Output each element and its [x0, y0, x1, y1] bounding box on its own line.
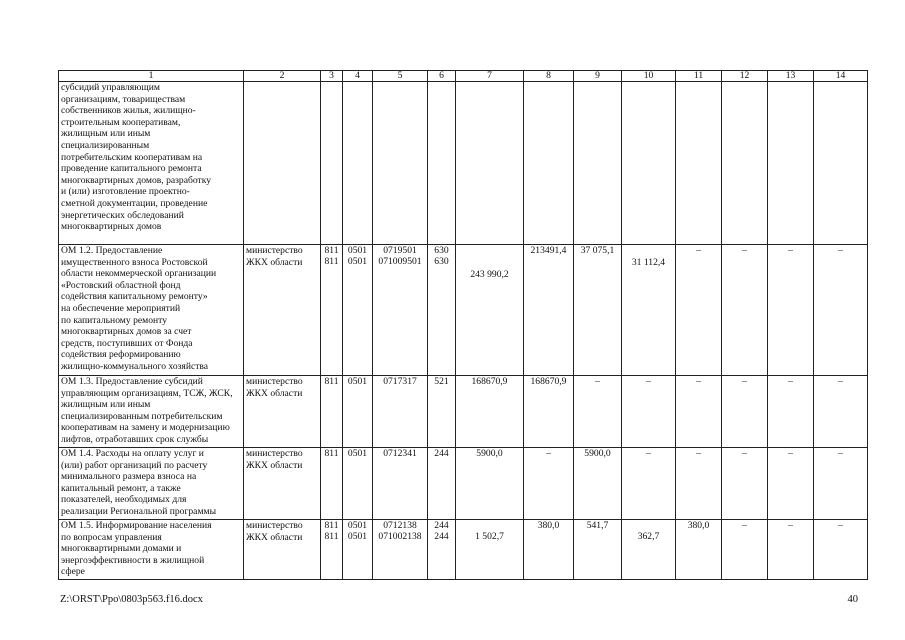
code-vr: 630 630 [428, 245, 456, 376]
code-grbs: 811 [321, 376, 343, 448]
measure-name: ОМ 1.5. Информирование населения по вопросам управления многоквартирными домами и энергоэффективности в жилищной сфере [59, 520, 244, 580]
code-csr: 0719501 071009501 [373, 245, 428, 376]
header-cell: 8 [524, 71, 574, 82]
year-value: – [768, 448, 814, 520]
total-value: 1 502,7 [456, 520, 524, 580]
executor: министерство ЖКХ области [244, 245, 321, 376]
table-row-om-1-4 [59, 448, 868, 520]
header-cell: 4 [343, 71, 373, 82]
header-cell: 2 [244, 71, 321, 82]
table-row-continuation [59, 82, 868, 245]
measure-name: ОМ 1.2. Предоставление имущественного взноса Ростовской области некоммерческой организации «Ростовский областной фонд содействия капитальному ремонту» на обеспечение мероприятий по капитальному ремонту многоквартирных домов за счет средств, поступивших от Фонда содействия реформированию жилищно-коммунального хозяйства [59, 245, 244, 376]
year-value: 380,0 [524, 520, 574, 580]
header-cell: 7 [456, 71, 524, 82]
year-value: – [676, 376, 722, 448]
code-csr: 0712138 071002138 [373, 520, 428, 580]
year-value: 5900,0 [574, 448, 622, 520]
measure-name: субсидий управляющим организациям, товариществам собственников жилья, жилищно- строительным кооперативам, жилищным или иным специализированным потребительским кооперативам на проведение капитального ремонта многоквартирных домов, разработку и (или) изготовление проектно- сметной документации, проведение энергетических обследований многоквартирных домов [59, 82, 244, 245]
year-value: – [524, 448, 574, 520]
measure-name: ОМ 1.4. Расходы на оплату услуг и (или) работ организаций по расчету минимального размера взноса на капитальный ремонт, а также показателей, необходимых для реализации Региональной программы [59, 448, 244, 520]
table-row-om-1-3 [59, 376, 868, 448]
code-csr: 0717317 [373, 376, 428, 448]
code-grbs: 811 811 [321, 520, 343, 580]
year-value: – [574, 376, 622, 448]
total-value: 168670,9 [456, 376, 524, 448]
year-value: 31 112,4 [622, 245, 676, 376]
year-value: – [722, 376, 768, 448]
executor: министерство ЖКХ области [244, 448, 321, 520]
code-grbs: 811 [321, 448, 343, 520]
table-row-om-1-5 [59, 520, 868, 580]
header-cell: 9 [574, 71, 622, 82]
code-grbs: 811 811 [321, 245, 343, 376]
header-cell: 10 [622, 71, 676, 82]
year-value: 541,7 [574, 520, 622, 580]
year-value: – [768, 520, 814, 580]
year-value: 37 075,1 [574, 245, 622, 376]
header-row [59, 71, 868, 82]
table-row-om-1-2 [59, 245, 868, 376]
footer-file-path: Z:\ORST\Ppo\0803p563.f16.docx [60, 594, 203, 605]
header-cell: 1 [59, 71, 244, 82]
header-cell: 12 [722, 71, 768, 82]
year-value: – [814, 245, 868, 376]
header-cell: 13 [768, 71, 814, 82]
code-rzpr: 0501 [343, 448, 373, 520]
year-value: – [676, 448, 722, 520]
header-cell: 5 [373, 71, 428, 82]
year-value: – [722, 245, 768, 376]
measure-name: ОМ 1.3. Предоставление субсидий управляющим организациям, ТСЖ, ЖСК, жилищным или иным специализированным потребительским кооперативам на замену и модернизацию лифтов, отработавших срок службы [59, 376, 244, 448]
year-value: 168670,9 [524, 376, 574, 448]
code-rzpr: 0501 0501 [343, 520, 373, 580]
year-value: – [768, 376, 814, 448]
executor: министерство ЖКХ области [244, 520, 321, 580]
year-value: 362,7 [622, 520, 676, 580]
year-value: – [622, 376, 676, 448]
total-value: 5900,0 [456, 448, 524, 520]
code-rzpr: 0501 [343, 376, 373, 448]
page-number: 40 [847, 594, 858, 605]
code-vr: 244 [428, 448, 456, 520]
code-rzpr: 0501 0501 [343, 245, 373, 376]
year-value: – [722, 520, 768, 580]
code-vr: 244 244 [428, 520, 456, 580]
header-cell: 3 [321, 71, 343, 82]
code-csr: 0712341 [373, 448, 428, 520]
year-value: – [622, 448, 676, 520]
year-value: – [814, 448, 868, 520]
year-value: – [768, 245, 814, 376]
header-cell: 6 [428, 71, 456, 82]
year-value: – [814, 520, 868, 580]
code-vr: 521 [428, 376, 456, 448]
total-value: 243 990,2 [456, 245, 524, 376]
year-value: 213491,4 [524, 245, 574, 376]
header-cell: 14 [814, 71, 868, 82]
year-value: – [722, 448, 768, 520]
year-value: – [814, 376, 868, 448]
header-cell: 11 [676, 71, 722, 82]
year-value: 380,0 [676, 520, 722, 580]
executor: министерство ЖКХ области [244, 376, 321, 448]
year-value: – [676, 245, 722, 376]
budget-table [58, 70, 868, 580]
